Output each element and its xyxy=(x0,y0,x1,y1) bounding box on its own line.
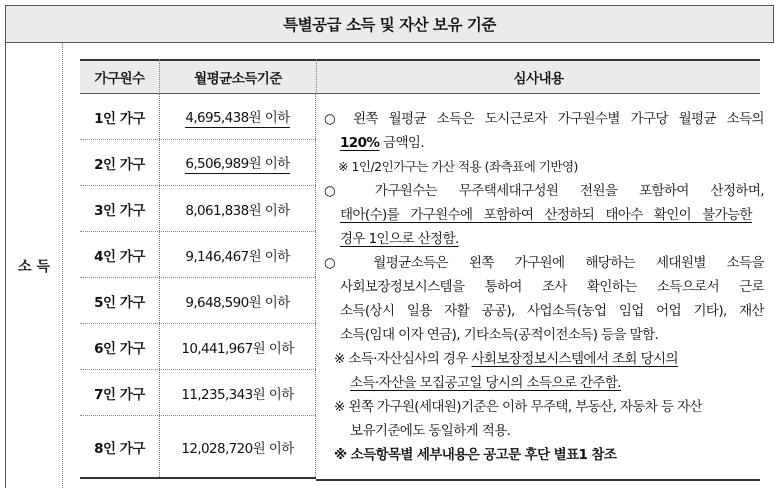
review-content xyxy=(324,107,764,467)
desc-text-underlined: 경우 1인으로 산정함. xyxy=(340,231,459,247)
income-value: 12,028,720원 이하 xyxy=(181,440,294,457)
household-size-cell: 7인 가구 xyxy=(94,386,145,403)
note-line xyxy=(324,347,764,371)
header-income-standard: 월평균소득기준 xyxy=(159,59,316,94)
income-standard-cell xyxy=(159,324,316,369)
note-line: ※ 1인/2인가구는 가산 적용 (좌측표에 기반영) xyxy=(338,159,578,174)
income-value: 10,441,967원 이하 xyxy=(181,340,294,357)
desc-text-underlined: 태아(수)를 가구원수에 포함하여 산정하되 태아수 확인이 불가능한 xyxy=(340,207,752,223)
table-bottom-border xyxy=(316,479,760,481)
table-row xyxy=(80,278,316,324)
household-size-cell: 8인 가구 xyxy=(94,440,145,457)
income-value: 4,695,438원 이하 xyxy=(185,106,289,128)
header-review-content: 심사내용 xyxy=(316,59,760,94)
income-standard-cell xyxy=(159,94,316,139)
desc-line xyxy=(324,227,764,251)
table-row xyxy=(80,186,316,232)
note-text-underlined: 소득·자산을 모집공고일 당시의 소득으로 간주함. xyxy=(350,375,621,391)
table-row xyxy=(80,416,316,479)
desc-text: 금액임. xyxy=(379,135,425,151)
section-label-income: 소 득 xyxy=(5,43,63,488)
table-row xyxy=(80,324,316,370)
note-line-bold: ※ 소득항목별 세부내용은 공고문 후단 별표1 참조 xyxy=(334,447,617,463)
note-text: ※ 소득·자산심사의 경우 xyxy=(334,351,472,367)
income-value: 9,146,467원 이하 xyxy=(185,248,290,265)
percent-value: 120% xyxy=(340,135,380,151)
household-size-cell: 2인 가구 xyxy=(94,156,145,173)
table-row xyxy=(80,140,316,186)
note-line: 보유기준에도 동일하게 적용. xyxy=(350,423,511,439)
desc-line: 사회보장정보시스템을 통하여 조사 확인하는 소득으로서 근로 xyxy=(340,279,764,295)
income-standard-cell xyxy=(159,186,316,231)
table-row xyxy=(80,94,316,140)
desc-line: ○ 월평균소득은 왼쪽 가구원에 해당하는 세대원별 소득을 xyxy=(324,255,764,271)
household-size-cell: 3인 가구 xyxy=(94,202,145,219)
income-standard-cell xyxy=(159,416,316,477)
desc-line xyxy=(324,203,764,227)
table-row xyxy=(80,370,316,416)
income-standard-cell xyxy=(159,232,316,277)
household-size-cell: 4인 가구 xyxy=(94,248,145,265)
desc-line: 소득(상시 일용 자활 공공), 사업소득(농업 임업 어업 기타), 재산 xyxy=(340,303,764,319)
desc-line: ○ 왼쪽 월평균 소득은 도시근로자 가구원수별 가구당 월평균 소득의 xyxy=(324,111,764,127)
income-value: 11,235,343원 이하 xyxy=(181,386,294,403)
household-size-cell: 6인 가구 xyxy=(94,340,145,357)
note-line xyxy=(324,371,764,395)
household-size-cell: 1인 가구 xyxy=(94,110,145,127)
income-standard-cell xyxy=(159,370,316,415)
note-text-underlined: 사회보장정보시스템에서 조회 당시의 xyxy=(471,351,678,367)
desc-line xyxy=(324,131,764,155)
page-title: 특별공급 소득 및 자산 보유 기준 xyxy=(5,5,774,43)
income-value: 8,061,838원 이하 xyxy=(185,202,290,219)
income-standard-cell xyxy=(159,140,316,185)
income-criteria-table xyxy=(80,59,764,481)
income-value: 9,648,590원 이하 xyxy=(185,294,290,311)
income-standard-cell xyxy=(159,278,316,323)
header-household-size: 가구원수 xyxy=(80,59,159,94)
household-size-cell: 5인 가구 xyxy=(94,294,145,311)
note-line: ※ 왼쪽 가구원(세대원)기준은 이하 무주택, 부동산, 자동차 등 자산 xyxy=(334,399,702,415)
desc-line: ○ 가구원수는 무주택세대구성원 전원을 포함하여 산정하며, xyxy=(324,183,764,199)
income-value: 6,506,989원 이하 xyxy=(185,152,289,174)
table-row xyxy=(80,232,316,278)
desc-line: 소득(임대 이자 연금), 기타소득(공적이전소득) 등을 말함. xyxy=(340,327,659,343)
